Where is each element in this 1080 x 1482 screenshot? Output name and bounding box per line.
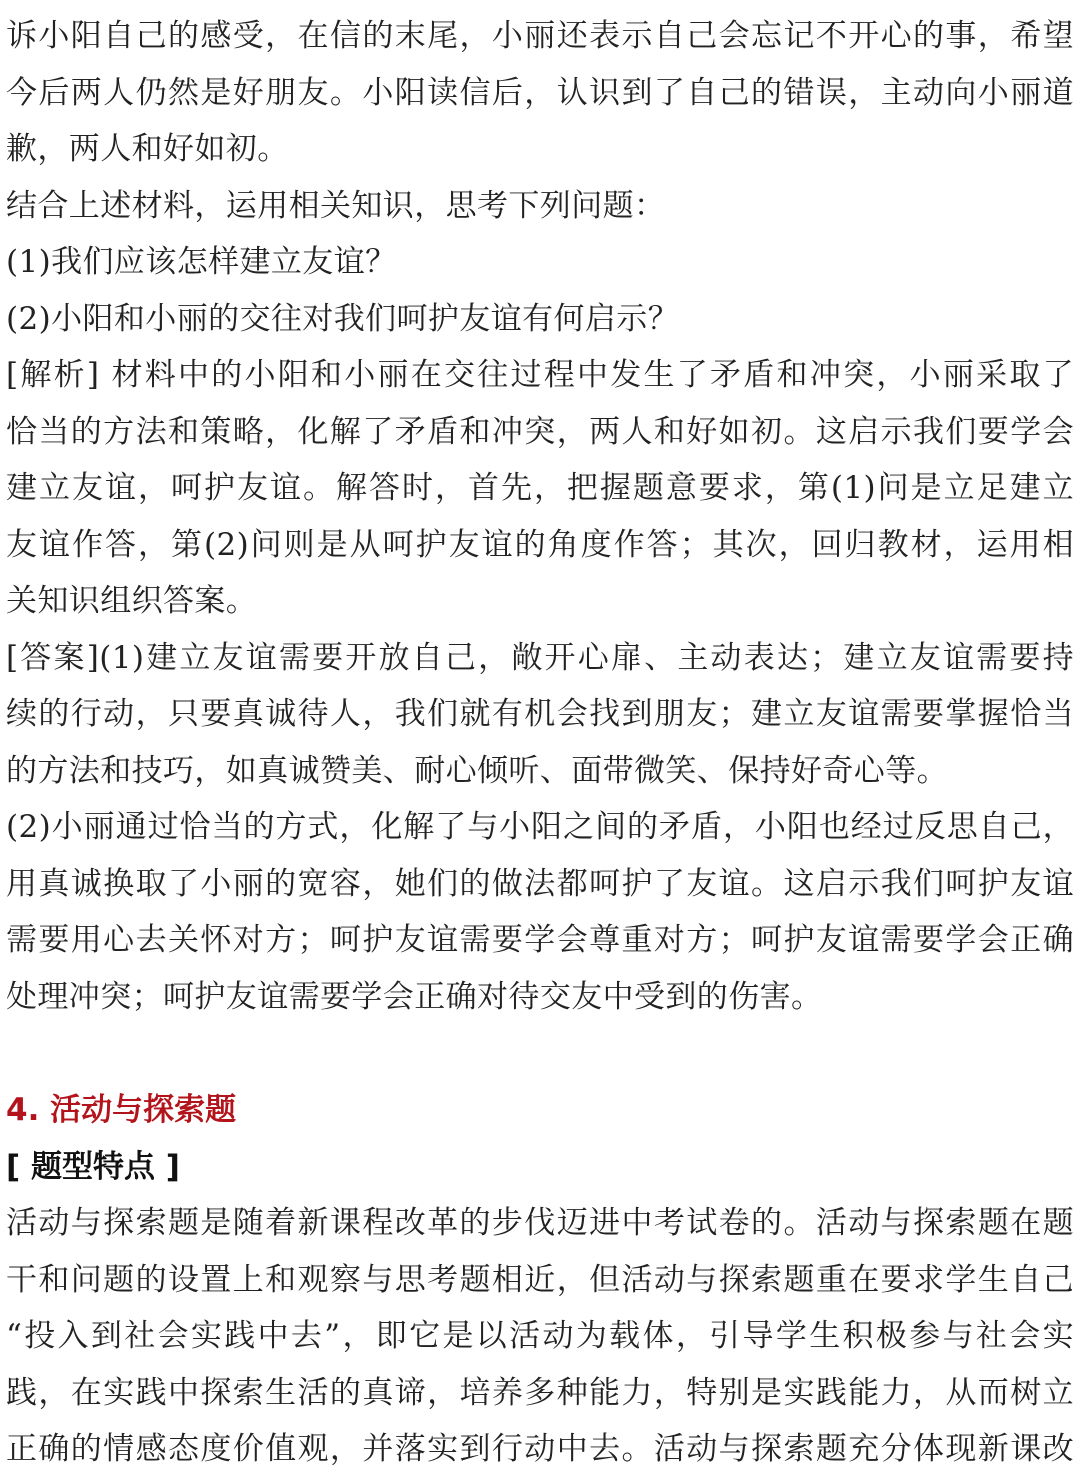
text-line: [答案](1)建立友谊需要开放自己，敞开心扉、主动表达；建立友谊需要持 — [6, 639, 1074, 676]
section-heading: 4. 活动与探索题 — [6, 1092, 237, 1128]
question-2: (2)小阳和小丽的交往对我们呵护友谊有何启示？ — [6, 300, 680, 337]
text-line: 的方法和技巧，如真诚赞美、耐心倾听、面带微笑、保持好奇心等。 — [6, 752, 948, 789]
answer-paragraph-2 — [6, 799, 1074, 1025]
text-line: 正确的情感态度价值观，并落实到行动中去。活动与探索题充分体现新课改 — [6, 1431, 1074, 1467]
text-line: 歉，两人和好如初。 — [6, 131, 289, 167]
text-line: 需要用心去关怀对方；呵护友谊需要学会尊重对方；呵护友谊需要学会正确 — [6, 922, 1074, 958]
text-line: 恰当的方法和策略，化解了矛盾和冲突，两人和好如初。这启示我们要学会 — [6, 413, 1074, 450]
text-line: 诉小阳自己的感受，在信的末尾，小丽还表示自己会忘记不开心的事，希望 — [6, 18, 1074, 54]
answer-paragraph-1 — [6, 630, 1074, 800]
paragraph-spacer — [6, 1025, 1074, 1082]
question-1: (1)我们应该怎样建立友谊？ — [6, 244, 397, 280]
text-line: 活动与探索题是随着新课程改革的步伐迈进中考试卷的。活动与探索题在题 — [6, 1205, 1074, 1241]
text-line: 践，在实践中探索生活的真谛，培养多种能力，特别是实践能力，从而树立 — [6, 1374, 1074, 1411]
question-prompt: 结合上述材料，运用相关知识，思考下列问题： — [6, 187, 666, 224]
text-line: 续的行动，只要真诚待人，我们就有机会找到朋友；建立友谊需要掌握恰当 — [6, 696, 1074, 732]
text-line: (2)小丽通过恰当的方式，化解了与小阳之间的矛盾，小阳也经过反思自己， — [6, 809, 1074, 845]
analysis-paragraph — [6, 347, 1074, 630]
section-subheading: [ 题型特点 ] — [6, 1148, 180, 1185]
text-line: [解析] 材料中的小阳和小丽在交往过程中发生了矛盾和冲突，小丽采取了 — [6, 357, 1074, 393]
material-paragraph — [6, 8, 1074, 178]
text-line: 今后两人仍然是好朋友。小阳读信后，认识到了自己的错误，主动向小丽道 — [6, 74, 1074, 111]
text-line: 用真诚换取了小丽的宽容，她们的做法都呵护了友谊。这启示我们呵护友谊 — [6, 865, 1074, 902]
text-line: 关知识组织答案。 — [6, 583, 258, 619]
text-line: 建立友谊，呵护友谊。解答时，首先，把握题意要求，第(1)问是立足建立 — [6, 470, 1074, 506]
text-line: 友谊作答，第(2)问则是从呵护友谊的角度作答；其次，回归教材，运用相 — [6, 526, 1074, 563]
text-line: 干和问题的设置上和观察与思考题相近，但活动与探索题重在要求学生自己 — [6, 1261, 1074, 1298]
section-paragraph — [6, 1195, 1074, 1478]
article-body — [6, 8, 1074, 1478]
text-line: 处理冲突；呵护友谊需要学会正确对待交友中受到的伤害。 — [6, 978, 823, 1015]
text-line: “投入到社会实践中去”，即它是以活动为载体，引导学生积极参与社会实 — [6, 1318, 1074, 1354]
